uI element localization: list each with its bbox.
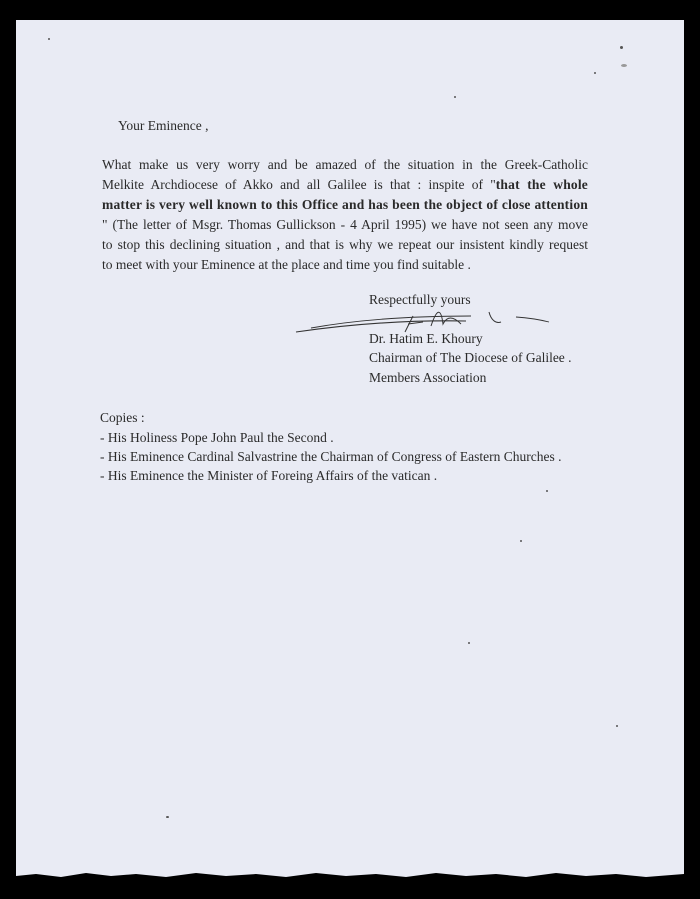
copies-heading: Copies : xyxy=(100,410,145,425)
paper-speck xyxy=(620,46,623,49)
body-line-3: matter is very well known to this Office and has been the object of close attention xyxy=(102,197,588,212)
salutation: Your Eminence , xyxy=(118,118,209,133)
signatory-title: Chairman of The Diocese of Galilee . xyxy=(369,350,572,365)
paper-speck xyxy=(166,816,169,818)
paper-speck xyxy=(520,540,522,542)
body-line-1: What make us very worry and be amazed of the situation in the Greek-Catholic xyxy=(102,157,588,172)
body-line-6: to meet with your Eminence at the place and time you find suitable . xyxy=(102,257,471,272)
paper-speck xyxy=(48,38,50,40)
paper-speck xyxy=(594,72,596,74)
copy-item: - His Eminence the Minister of Foreing Affairs of the vatican . xyxy=(100,468,438,483)
letter-page xyxy=(16,20,684,880)
copy-item: - His Holiness Pope John Paul the Second . xyxy=(100,430,334,445)
paper-speck xyxy=(621,64,627,67)
paper-speck xyxy=(546,490,548,492)
signatory-association: Members Association xyxy=(369,370,487,385)
signatory-name: Dr. Hatim E. Khoury xyxy=(369,331,483,346)
letter-body xyxy=(102,155,588,275)
body-line-2: Melkite Archdiocese of Akko and all Galilee is that : inspite of "that the whole xyxy=(102,177,588,192)
paper-speck xyxy=(468,642,470,644)
body-line-4: " (The letter of Msgr. Thomas Gullickson - 4 April 1995) we have not seen any move xyxy=(102,217,588,232)
closing: Respectfully yours xyxy=(369,292,471,307)
paper-speck xyxy=(616,725,618,727)
paper-speck xyxy=(454,96,456,98)
copy-item: - His Eminence Cardinal Salvastrine the Chairman of Congress of Eastern Churches . xyxy=(100,449,562,464)
body-line-5: to stop this declining situation , and that is why we repeat our insistent kindly request xyxy=(102,237,588,252)
torn-paper-edge xyxy=(16,870,684,880)
